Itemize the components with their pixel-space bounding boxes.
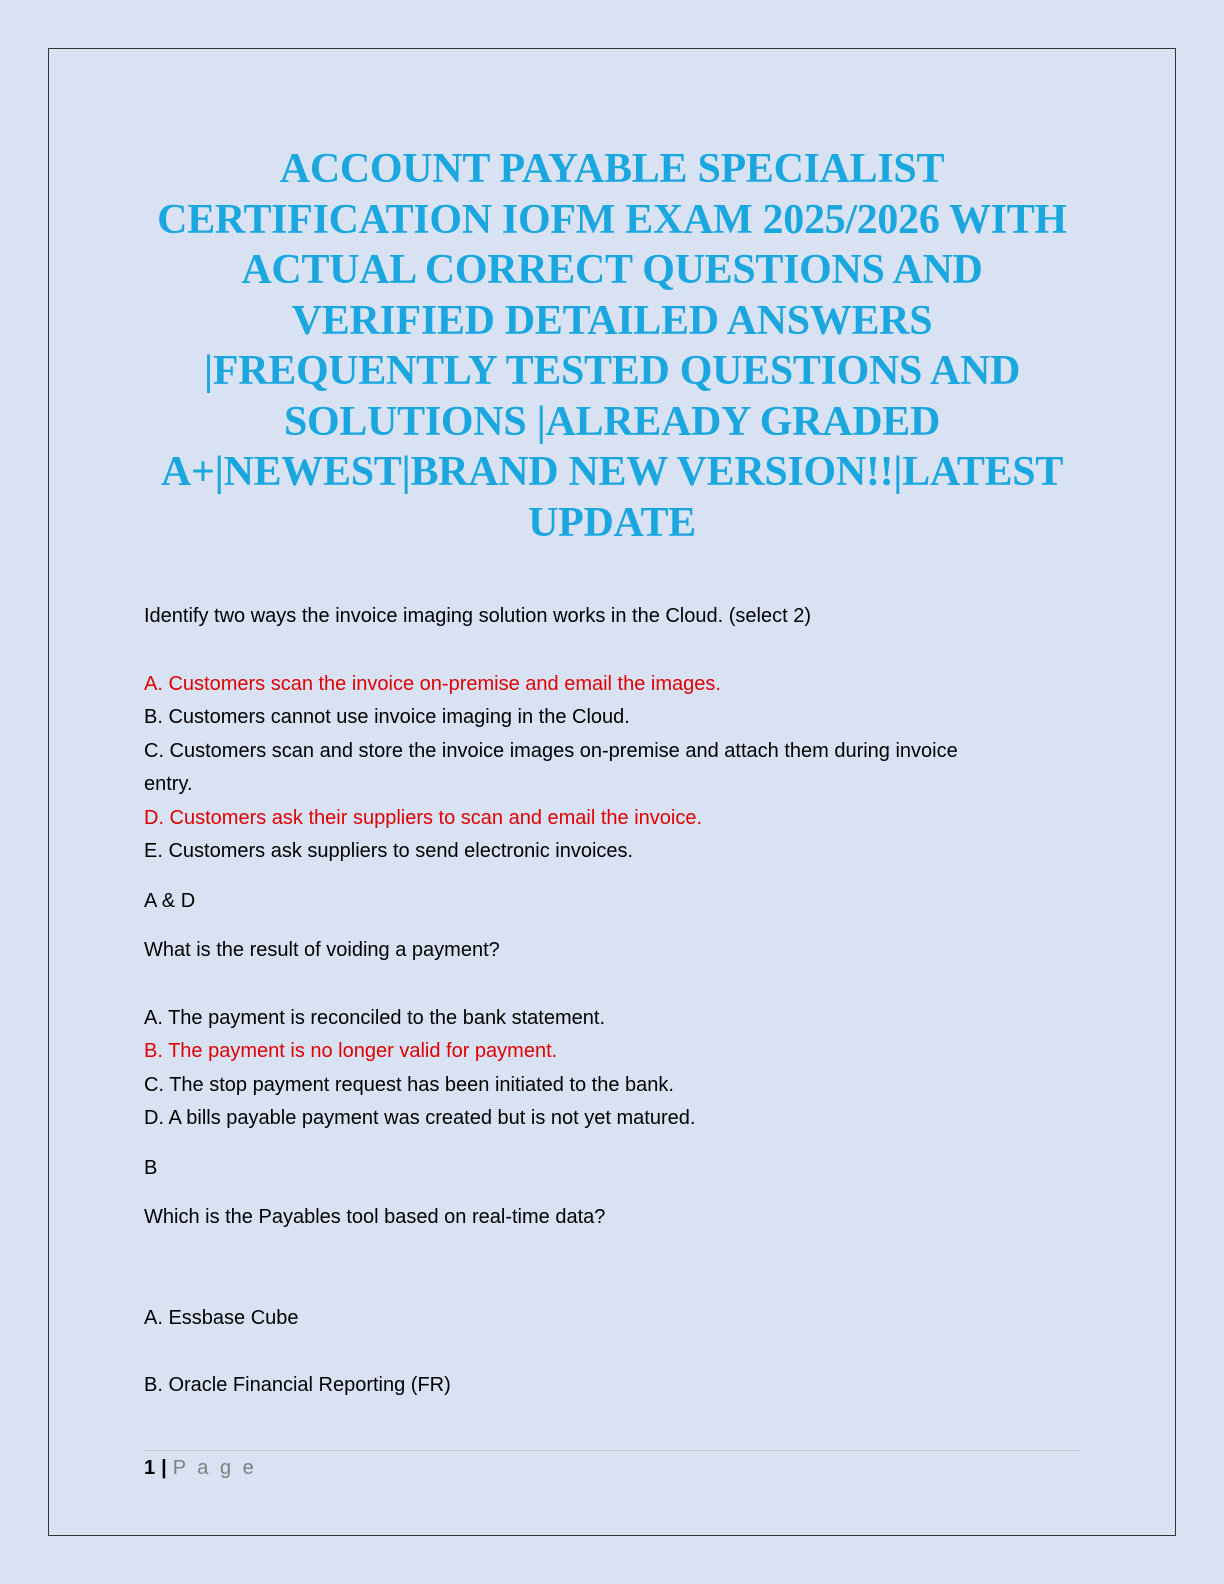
question-3-text: Which is the Payables tool based on real-time data? <box>144 1206 606 1228</box>
question-2-option-a: A. The payment is reconciled to the bank statement. <box>144 1007 605 1029</box>
question-3-option-a: A. Essbase Cube <box>144 1307 299 1329</box>
page-footer <box>144 1455 257 1481</box>
question-1-option-a: A. Customers scan the invoice on-premise and email the images. <box>144 673 721 695</box>
question-2-option-d: D. A bills payable payment was created but is not yet matured. <box>144 1107 696 1129</box>
document-title: ACCOUNT PAYABLE SPECIALIST CERTIFICATION IOFM EXAM 2025/2026 WITH ACTUAL CORRECT QUESTIONS AND VERIFIED DETAILED ANSWERS |FREQUENTLY TESTED QUESTIONS AND SOLUTIONS |ALREADY GRADED A+|NEWEST|BRAND NEW VERSION!!|LATEST UPDATE <box>157 146 1067 546</box>
question-2-answer: B <box>144 1157 158 1179</box>
question-1-option-d: D. Customers ask their suppliers to scan and email the invoice. <box>144 807 703 829</box>
question-3-option-b: B. Oracle Financial Reporting (FR) <box>144 1374 451 1396</box>
page-label: P a g e <box>172 1457 257 1479</box>
footer-separator: | <box>161 1457 167 1479</box>
question-2-option-c: C. The stop payment request has been initiated to the bank. <box>144 1074 674 1096</box>
question-2-option-b: B. The payment is no longer valid for payment. <box>144 1040 558 1062</box>
question-1-option-b: B. Customers cannot use invoice imaging in the Cloud. <box>144 706 630 728</box>
question-1-text: Identify two ways the invoice imaging solution works in the Cloud. (select 2) <box>144 605 811 627</box>
question-1-answer: A & D <box>144 890 196 912</box>
question-1-option-e: E. Customers ask suppliers to send electronic invoices. <box>144 840 634 862</box>
page-number: 1 <box>144 1457 156 1479</box>
question-2-text: What is the result of voiding a payment? <box>144 939 500 961</box>
question-1-option-c: C. Customers scan and store the invoice images on-premise and attach them during invoice <box>144 740 958 762</box>
question-1-option-c-continued: entry. <box>144 773 193 795</box>
footer-divider <box>144 1450 1081 1451</box>
